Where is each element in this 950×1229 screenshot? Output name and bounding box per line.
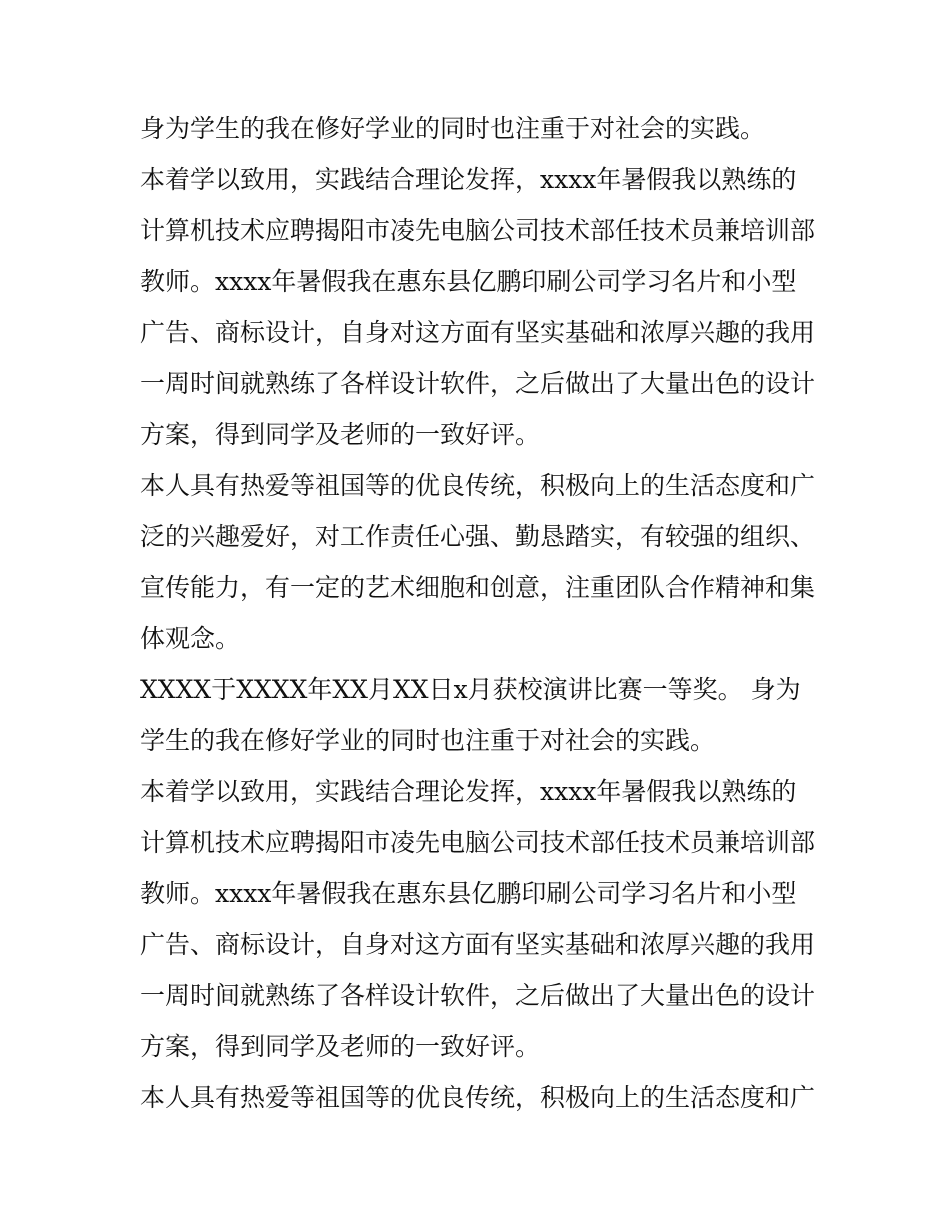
text-line: 教师。xxxx年暑假我在惠东县亿鹏印刷公司学习名片和小型	[140, 879, 797, 908]
text-line: 教师。xxxx年暑假我在惠东县亿鹏印刷公司学习名片和小型	[140, 267, 797, 296]
text-line: 学生的我在修好学业的同时也注重于对社会的实践。	[140, 726, 716, 755]
text-line: 计算机技术应聘揭阳市凌先电脑公司技术部任技术员兼培训部	[140, 216, 816, 245]
text-line: 体观念。	[140, 624, 241, 653]
text-line: 一周时间就熟练了各样设计软件，之后做出了大量出色的设计	[140, 369, 816, 398]
text-line: 本人具有热爱等祖国等的优良传统，积极向上的生活态度和广	[140, 471, 816, 500]
text-line: 一周时间就熟练了各样设计软件，之后做出了大量出色的设计	[140, 981, 816, 1010]
text-line: 计算机技术应聘揭阳市凌先电脑公司技术部任技术员兼培训部	[140, 828, 816, 857]
text-line: 泛的兴趣爱好，对工作责任心强、勤恳踏实，有较强的组织、	[140, 522, 816, 551]
body-text	[140, 103, 820, 1123]
text-line: 广告、商标设计，自身对这方面有坚实基础和浓厚兴趣的我用	[140, 930, 816, 959]
text-line: 本着学以致用，实践结合理论发挥，xxxx年暑假我以熟练的	[140, 165, 797, 194]
text-line: 方案，得到同学及老师的一致好评。	[140, 1032, 541, 1061]
text-line: 宣传能力，有一定的艺术细胞和创意，注重团队合作精神和集	[140, 573, 816, 602]
text-line: 身为学生的我在修好学业的同时也注重于对社会的实践。	[140, 114, 766, 143]
text-line: 方案，得到同学及老师的一致好评。	[140, 420, 541, 449]
text-line: XXXX于XXXX年XX月XX日x月获校演讲比赛一等奖。 身为	[140, 675, 801, 704]
text-line: 广告、商标设计，自身对这方面有坚实基础和浓厚兴趣的我用	[140, 318, 816, 347]
text-line: 本着学以致用，实践结合理论发挥，xxxx年暑假我以熟练的	[140, 777, 797, 806]
text-line: 本人具有热爱等祖国等的优良传统，积极向上的生活态度和广	[140, 1083, 816, 1112]
